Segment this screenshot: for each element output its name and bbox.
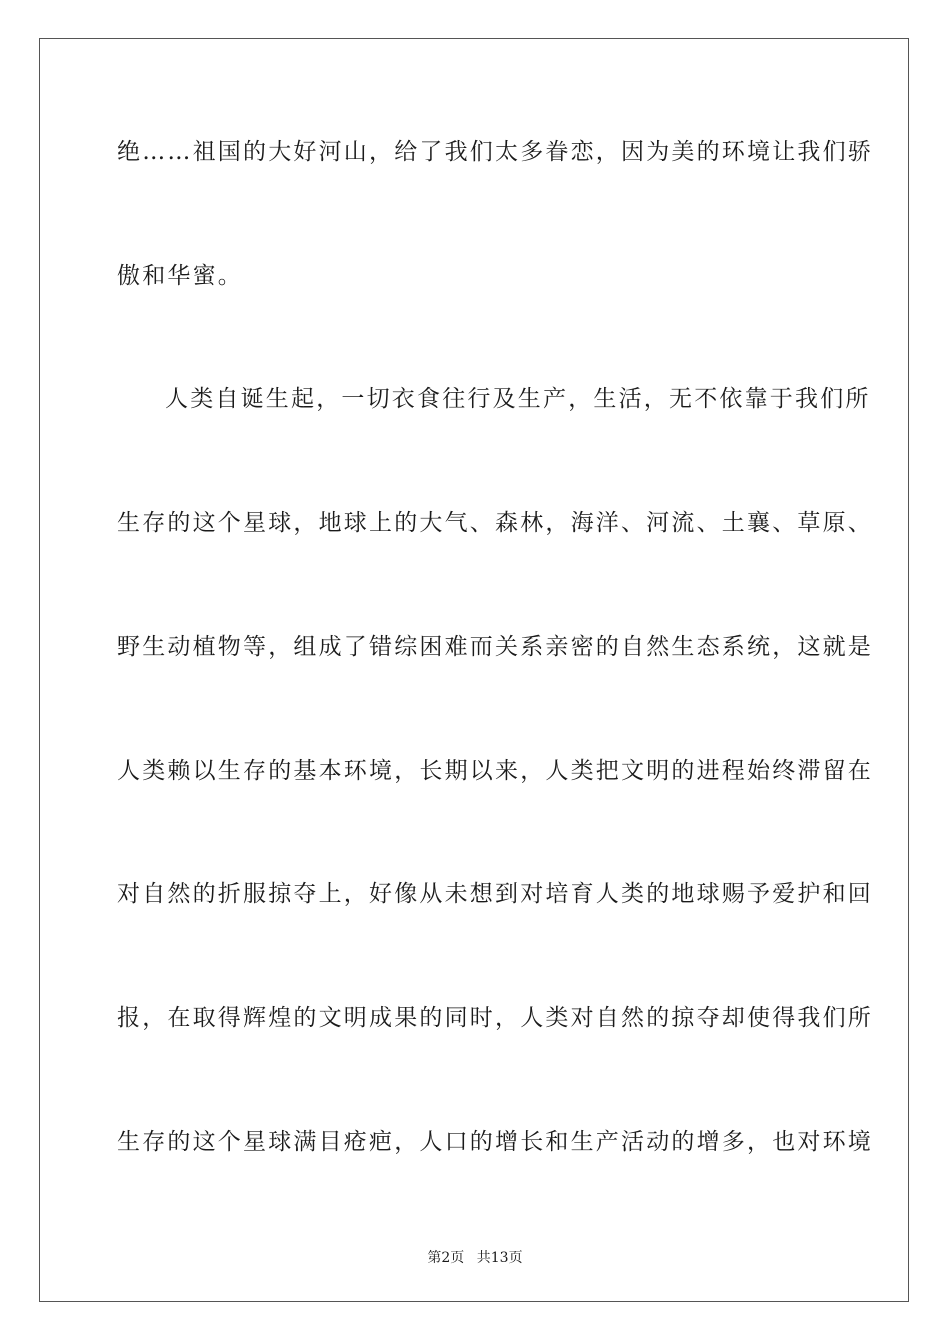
text-line: 人类赖以生存的基本环境，长期以来，人类把文明的进程始终滞留在 — [117, 758, 873, 784]
text-line: 报，在取得辉煌的文明成果的同时，人类对自然的掠夺却使得我们所 — [117, 1005, 873, 1031]
page-border — [39, 38, 909, 1302]
text-line: 野生动植物等，组成了错综困难而关系亲密的自然生态系统，这就是 — [117, 634, 873, 660]
page-footer — [0, 1247, 950, 1267]
text-line: 傲和华蜜。 — [117, 263, 243, 289]
page-number: 第2页 — [427, 1250, 465, 1266]
text-line: 绝……祖国的大好河山，给了我们太多眷恋，因为美的环境让我们骄 — [117, 139, 873, 165]
text-line: 对自然的折服掠夺上，好像从未想到对培育人类的地球赐予爱护和回 — [117, 881, 873, 907]
paragraph-start-line: 人类自诞生起，一切衣食往行及生产，生活，无不依靠于我们所 — [165, 386, 871, 412]
page-total: 共13页 — [476, 1250, 523, 1266]
text-line: 生存的这个星球满目疮疤，人口的增长和生产活动的增多，也对环境 — [117, 1129, 873, 1155]
text-line: 生存的这个星球，地球上的大气、森林，海洋、河流、土襄、草原、 — [117, 510, 873, 536]
